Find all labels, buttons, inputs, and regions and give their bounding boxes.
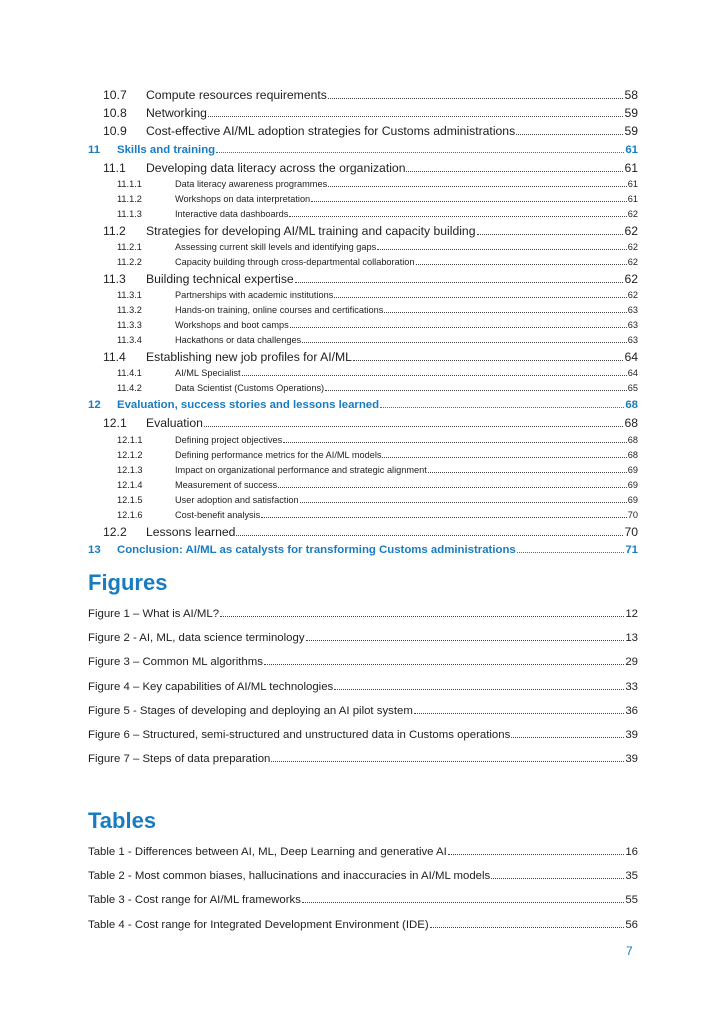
toc-entry-number: 12 (88, 399, 101, 412)
toc-entry-title: Defining performance metrics for the AI/ML models (175, 449, 382, 460)
toc-entry-12-1-4[interactable] (88, 478, 638, 493)
dot-leader (384, 311, 626, 313)
toc-entry-11-1-3[interactable] (88, 207, 638, 222)
toc-entry-title: Lessons learned (146, 524, 236, 539)
table-entry-page: 35 (625, 870, 638, 883)
dot-leader (382, 456, 626, 458)
dot-leader (516, 133, 623, 135)
toc-entry-title: AI/ML Specialist (175, 368, 241, 379)
dot-leader (377, 248, 627, 250)
toc-entry-page: 68 (627, 449, 638, 460)
toc-entry-11-2[interactable] (88, 222, 638, 240)
toc-entry-title: Workshops and boot camps (175, 320, 289, 331)
dot-leader (414, 712, 624, 714)
dot-leader (334, 296, 626, 298)
toc-entry-title: Interactive data dashboards (175, 208, 289, 219)
figures-heading: Figures (88, 570, 168, 595)
toc-entry-page: 61 (627, 193, 638, 204)
dot-leader (216, 151, 624, 153)
figure-entry-page: 29 (625, 656, 638, 669)
figure-entry-page: 33 (625, 680, 638, 693)
tables-heading: Tables (88, 808, 157, 833)
toc-entry-page: 69 (627, 494, 638, 505)
figure-entry-page: 36 (625, 704, 638, 717)
toc-entry-12-1-3[interactable] (88, 463, 638, 478)
toc-entry-number: 12.1.3 (117, 464, 143, 475)
toc-entry-number: 11.2.2 (117, 256, 142, 267)
toc-entry-title: Evaluation, success stories and lessons learned (117, 399, 380, 412)
toc-entry-11-2-1[interactable] (88, 240, 638, 255)
toc-entry-12-1-2[interactable] (88, 448, 638, 463)
figure-entry-5[interactable] (88, 702, 638, 726)
toc-entry-11-1[interactable] (88, 159, 638, 177)
toc-entry-11-3-1[interactable] (88, 288, 638, 303)
toc-entry-11-3-4[interactable] (88, 333, 638, 348)
dot-leader (334, 688, 624, 690)
dot-leader (517, 551, 625, 553)
toc-entry-page: 68 (625, 399, 638, 412)
toc-entry-11-4-2[interactable] (88, 381, 638, 396)
dot-leader (353, 359, 624, 361)
toc-entry-number: 11.3.2 (117, 305, 142, 316)
toc-entry-12-1[interactable] (88, 414, 638, 432)
toc-entry-number: 11.4.2 (117, 383, 142, 394)
toc-entry-number: 11.1.3 (117, 208, 142, 219)
toc-entry-12-2[interactable] (88, 523, 638, 541)
toc-entry-page: 65 (627, 383, 638, 394)
dot-leader (300, 501, 627, 503)
toc-entry-number: 11.3.1 (117, 290, 142, 301)
toc-entry-page: 59 (624, 124, 638, 139)
dot-leader (325, 389, 627, 391)
toc-entry-page: 61 (625, 143, 638, 156)
toc-entry-page: 62 (624, 271, 638, 286)
toc-entry-title: Building technical expertise (146, 271, 294, 286)
dot-leader (428, 471, 627, 473)
toc-entry-11-2-2[interactable] (88, 255, 638, 270)
toc-entry-title: Impact on organizational performance and strategic alignment (175, 464, 427, 475)
toc-entry-number: 12.1.2 (117, 449, 143, 460)
dot-leader (278, 486, 627, 488)
figure-entry-2[interactable] (88, 629, 638, 653)
figure-entry-7[interactable] (88, 750, 638, 774)
toc-entry-11-1-2[interactable] (88, 192, 638, 207)
dot-leader (430, 926, 625, 928)
dot-leader (477, 233, 624, 235)
toc-entry-title: Networking (146, 106, 207, 121)
toc-entry-11-3-3[interactable] (88, 318, 638, 333)
toc-entry-12[interactable] (88, 396, 638, 414)
toc-entry-number: 10.9 (103, 124, 127, 139)
table-entry-page: 55 (625, 894, 638, 907)
toc-entry-title: Measurement of success (175, 479, 278, 490)
toc-entry-title: Partnerships with academic institutions (175, 290, 334, 301)
dot-leader (416, 263, 627, 265)
toc-entry-number: 11.3.4 (117, 335, 142, 346)
toc-entry-number: 11.4 (103, 350, 126, 365)
toc-entry-page: 64 (627, 368, 638, 379)
figure-entry-4[interactable] (88, 678, 638, 702)
toc-entry-title: User adoption and satisfaction (175, 494, 299, 505)
toc-entry-title: Data literacy awareness programmes (175, 178, 328, 189)
toc-entry-title: Hands-on training, online courses and certifications (175, 305, 384, 316)
toc-entry-12-1-6[interactable] (88, 508, 638, 523)
dot-leader (208, 115, 623, 117)
toc-entry-number: 12.1.5 (117, 494, 143, 505)
tables-list (88, 843, 638, 940)
figure-entry-page: 39 (625, 728, 638, 741)
toc-entry-11-4[interactable] (88, 348, 638, 366)
dot-leader (204, 425, 624, 427)
toc-entry-page: 62 (627, 208, 638, 219)
table-entry-title: Table 4 - Cost range for Integrated Development Environment (IDE) (88, 918, 429, 931)
table-entry-4[interactable] (88, 916, 638, 940)
figure-entry-page: 39 (625, 753, 638, 766)
toc-entry-page: 62 (624, 223, 638, 238)
dot-leader (242, 374, 627, 376)
toc-entry-11-4-1[interactable] (88, 366, 638, 381)
toc-entry-number: 12.2 (103, 524, 127, 539)
toc-entry-title: Developing data literacy across the organization (146, 160, 406, 175)
dot-leader (264, 663, 624, 665)
toc-entry-title: Evaluation (146, 416, 203, 431)
toc-entry-title: Cost-effective AI/ML adoption strategies for Customs administrations (146, 124, 516, 139)
toc-entry-title: Hackathons or data challenges (175, 335, 302, 346)
table-entry-title: Table 1 - Differences between AI, ML, Deep Learning and generative AI (88, 846, 447, 858)
table-entry-3[interactable] (88, 891, 638, 915)
toc-entry-12-1-5[interactable] (88, 493, 638, 508)
toc-entry-title: Capacity building through cross-departmental collaboration (175, 256, 415, 267)
toc-entry-title: Conclusion: AI/ML as catalysts for transforming Customs administrations (117, 543, 516, 556)
toc-entry-number: 11.3 (103, 271, 126, 286)
toc-entry-number: 11.1.2 (117, 193, 142, 204)
table-entry-page: 56 (625, 918, 638, 931)
toc-entry-title: Establishing new job profiles for AI/ML (146, 350, 352, 365)
toc-entry-page: 68 (624, 416, 638, 431)
dot-leader (289, 215, 626, 217)
dot-leader (491, 877, 624, 879)
dot-leader (295, 281, 624, 283)
figures-list (88, 605, 638, 774)
table-entry-1[interactable] (88, 843, 638, 867)
toc-entry-page: 62 (627, 241, 638, 252)
figure-entry-title: Figure 4 – Key capabilities of AI/ML technologies (88, 680, 334, 693)
toc-entry-page: 59 (624, 106, 638, 121)
toc-entry-page: 64 (624, 350, 638, 365)
dot-leader (311, 200, 627, 202)
dot-leader (302, 341, 627, 343)
dot-leader (306, 639, 625, 641)
toc-entry-number: 11 (88, 143, 101, 156)
toc-entry-11-3-2[interactable] (88, 303, 638, 318)
dot-leader (290, 326, 627, 328)
dot-leader (328, 185, 627, 187)
dot-leader (302, 901, 624, 903)
page-number: 7 (626, 944, 633, 958)
toc-entry-title: Compute resources requirements (146, 88, 327, 102)
toc-entry-page: 70 (624, 524, 638, 539)
toc-entry-number: 11.1 (103, 160, 126, 175)
toc-entry-page: 69 (627, 464, 638, 475)
figure-entry-title: Figure 1 – What is AI/ML? (88, 608, 220, 620)
toc-entry-13[interactable] (88, 541, 638, 559)
toc-entry-page: 68 (627, 434, 638, 445)
toc-entry-title: Workshops on data interpretation (175, 193, 311, 204)
figure-entry-title: Figure 7 – Steps of data preparation (88, 753, 271, 766)
toc-entry-number: 11.2.1 (117, 241, 142, 252)
toc-entry-title: Cost-benefit analysis (175, 509, 261, 520)
table-of-contents (88, 86, 638, 559)
figure-entry-6[interactable] (88, 726, 638, 750)
dot-leader (261, 516, 626, 518)
dot-leader (406, 170, 623, 172)
toc-entry-page: 62 (627, 256, 638, 267)
toc-entry-page: 63 (627, 335, 638, 346)
toc-entry-title: Defining project objectives (175, 434, 283, 445)
toc-entry-number: 12.1.4 (117, 479, 143, 490)
toc-entry-number: 11.3.3 (117, 320, 142, 331)
toc-entry-number: 10.7 (103, 88, 127, 102)
toc-entry-page: 69 (627, 479, 638, 490)
table-entry-page: 16 (625, 846, 638, 858)
dot-leader (236, 534, 623, 536)
figure-entry-3[interactable] (88, 653, 638, 677)
figure-entry-title: Figure 3 – Common ML algorithms (88, 656, 263, 669)
toc-entry-11-1-1[interactable] (88, 177, 638, 192)
toc-entry-number: 12.1.1 (117, 434, 143, 445)
toc-entry-page: 61 (627, 178, 638, 189)
toc-entry-10-9[interactable] (88, 122, 638, 140)
toc-entry-page: 63 (627, 305, 638, 316)
dot-leader (283, 441, 627, 443)
toc-entry-11-3[interactable] (88, 270, 638, 288)
toc-entry-number: 12.1.6 (117, 509, 143, 520)
toc-entry-title: Data Scientist (Customs Operations) (175, 383, 325, 394)
toc-entry-title: Skills and training (117, 143, 216, 156)
dot-leader (271, 760, 624, 762)
table-entry-title: Table 3 - Cost range for AI/ML frameworks (88, 894, 301, 907)
figure-entry-title: Figure 2 - AI, ML, data science terminology (88, 632, 305, 645)
toc-entry-page: 61 (624, 160, 638, 175)
toc-entry-number: 12.1 (103, 416, 127, 431)
toc-entry-number: 11.1.1 (117, 178, 142, 189)
toc-entry-page: 58 (624, 88, 638, 102)
figure-entry-page: 12 (625, 608, 638, 620)
toc-entry-10-8[interactable] (88, 104, 638, 122)
dot-leader (328, 97, 624, 99)
dot-leader (380, 406, 624, 408)
dot-leader (448, 853, 625, 855)
toc-entry-page: 63 (627, 320, 638, 331)
table-entry-title: Table 2 - Most common biases, hallucinations and inaccuracies in AI/ML models (88, 870, 491, 883)
table-entry-2[interactable] (88, 867, 638, 891)
toc-entry-page: 70 (627, 509, 638, 520)
dot-leader (511, 736, 624, 738)
toc-entry-title: Assessing current skill levels and identifying gaps (175, 241, 377, 252)
toc-entry-number: 11.2 (103, 223, 126, 238)
figure-entry-title: Figure 5 - Stages of developing and deploying an AI pilot system (88, 704, 413, 717)
toc-entry-11[interactable] (88, 141, 638, 159)
toc-entry-title: Strategies for developing AI/ML training and capacity building (146, 223, 476, 238)
figure-entry-title: Figure 6 – Structured, semi-structured and unstructured data in Customs operations (88, 728, 511, 741)
dot-leader (220, 615, 624, 617)
toc-entry-page: 71 (625, 543, 638, 556)
figure-entry-1[interactable] (88, 605, 638, 629)
toc-entry-12-1-1[interactable] (88, 433, 638, 448)
toc-entry-10-7[interactable] (88, 86, 638, 104)
toc-entry-number: 11.4.1 (117, 368, 142, 379)
toc-entry-page: 62 (627, 290, 638, 301)
toc-entry-number: 13 (88, 543, 101, 556)
figure-entry-page: 13 (625, 632, 638, 645)
toc-entry-number: 10.8 (103, 106, 127, 121)
